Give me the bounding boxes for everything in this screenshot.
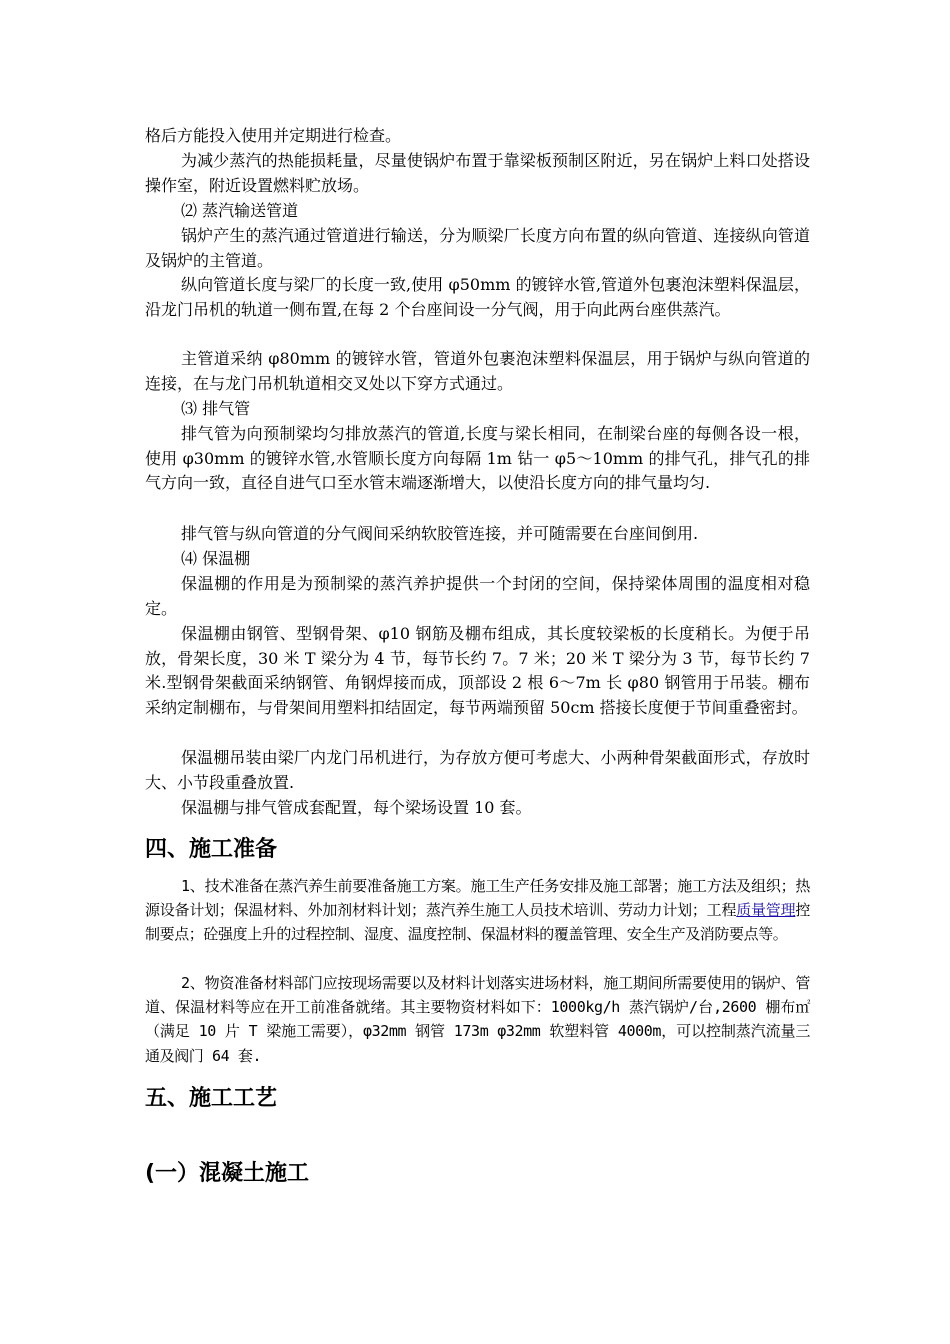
section-heading-process: 五、施工工艺 bbox=[145, 1086, 278, 1111]
paragraph-steam-delivery: 锅炉产生的蒸汽通过管道进行输送，分为顺梁厂长度方向布置的纵向管道、连接纵向管道及锅炉的主管道。 bbox=[145, 226, 810, 270]
tech-prep-text-end: 控制要点；砼强度上升的过程控制、湿度、温度控制、保温材料的覆盖管理、安全生产及消防要点等。 bbox=[145, 901, 810, 944]
paragraph-boiler-placement: 为减少蒸汽的热能损耗量，尽量使锅炉布置于靠梁板预制区附近，另在锅炉上料口处搭设操作室，附近设置燃料贮放场。 bbox=[145, 151, 810, 195]
paragraph-shed-structure: 保温棚由钢管、型钢骨架、φ10 钢筋及棚布组成，其长度较梁板的长度稍长。为便于吊放，骨架长度，30 米 T 梁分为 4 节，每节长约 7。7 米；20 米 T 梁分为 3 节，每节长约 7 米.型钢骨架截面采纳钢管、角钢焊接而成，顶部设 2 根 6～7m 长 φ80 钢管用于吊装。棚布采纳定制棚布，与骨架间用塑料扣结固定，每节两端预留 50cm 搭接长度便于节间重叠密封。 bbox=[145, 624, 810, 717]
tech-prep-text-start: 1、技术准备在蒸汽养生前要准备施工方案。施工生产任务安排及施工部署；施工方法及组织；热源设备计划；保温材料、外加剂材料计划；蒸汽养生施工人员技术培训、劳动力计划；工程 bbox=[145, 877, 810, 920]
paragraph-longitudinal-pipe: 纵向管道长度与梁厂的长度一致,使用 φ50mm 的镀锌水管,管道外包裹泡沫塑料保温层，沿龙门吊机的轨道一侧布置,在每 2 个台座间设一分气阀，用于向此两台座供蒸汽。 bbox=[145, 275, 810, 319]
quality-management-link[interactable]: 质量管理 bbox=[736, 901, 796, 920]
paragraph-technical-preparation bbox=[145, 874, 810, 947]
subheading-exhaust-pipe: ⑶ 排气管 bbox=[181, 399, 251, 418]
paragraph-exhaust-pipe: 排气管为向预制梁均匀排放蒸汽的管道,长度与梁长相同，在制梁台座的每侧各设一根，使用 φ30mm 的镀锌水管,水管顺长度方向每隔 1m 钻一 φ5～10mm 的排气孔，排气孔的排气方向一致，直径自进气口至水管末端逐渐增大，以使沿长度方向的排气量均匀. bbox=[145, 424, 810, 492]
subsection-heading-concrete: (一）混凝土施工 bbox=[145, 1161, 310, 1186]
paragraph-material-preparation: 2、物资准备材料部门应按现场需要以及材料计划落实进场材料，施工期间所需要使用的锅炉、管道、保温材料等应在开工前准备就绪。其主要物资材料如下：1000kg/h 蒸汽锅炉/台,2600 棚布㎡（满足 10 片 T 梁施工需要），φ32mm 钢管 173m φ32mm 软塑料管 4000m，可以控制蒸汽流量三通及阀门 64 套. bbox=[145, 974, 810, 1065]
paragraph-shed-purpose: 保温棚的作用是为预制梁的蒸汽养护提供一个封闭的空间，保持梁体周围的温度相对稳定。 bbox=[145, 574, 810, 618]
paragraph-shed-hoisting: 保温棚吊装由梁厂内龙门吊机进行，为存放方便可考虑大、小两种骨架截面形式，存放时大、小节段重叠放置. bbox=[145, 748, 810, 792]
section-heading-preparation: 四、施工准备 bbox=[145, 837, 278, 862]
paragraph-exhaust-connection: 排气管与纵向管道的分气阀间采纳软胶管连接，并可随需要在台座间倒用. bbox=[181, 524, 699, 543]
subheading-steam-pipe: ⑵ 蒸汽输送管道 bbox=[181, 201, 299, 220]
subheading-insulation-shed: ⑷ 保温棚 bbox=[181, 549, 251, 568]
paragraph-continuation: 格后方能投入使用并定期进行检查。 bbox=[145, 126, 402, 145]
paragraph-shed-sets: 保温棚与排气管成套配置，每个梁场设置 10 套。 bbox=[181, 798, 532, 817]
paragraph-main-pipe: 主管道采纳 φ80mm 的镀锌水管，管道外包裹泡沫塑料保温层，用于锅炉与纵向管道的连接，在与龙门吊机轨道相交叉处以下穿方式通过。 bbox=[145, 349, 810, 393]
